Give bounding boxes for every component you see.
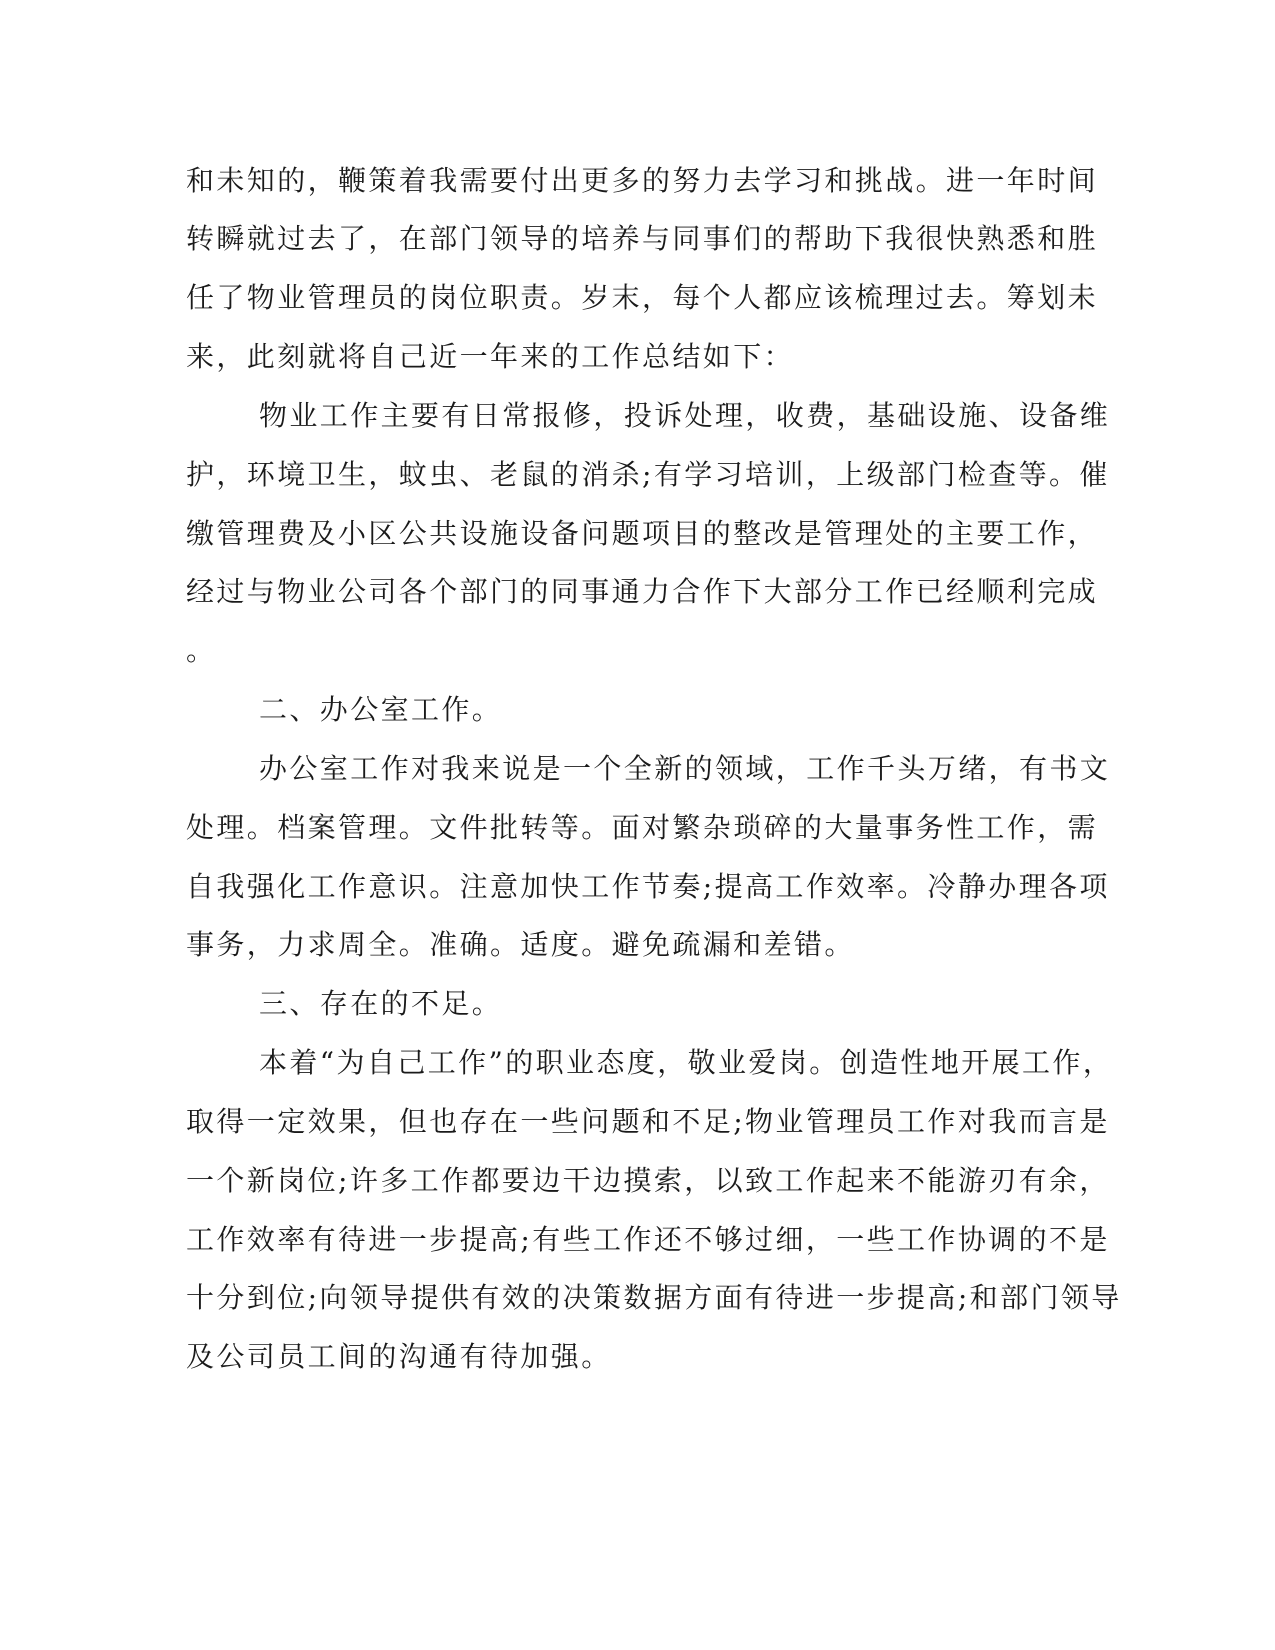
body-line: 事务，力求周全。准确。适度。避免疏漏和差错。 xyxy=(186,928,855,961)
body-line: 来，此刻就将自己近一年来的工作总结如下： xyxy=(186,340,795,373)
body-line: 十分到位;向领导提供有效的决策数据方面有待进一步提高;和部门领导 xyxy=(186,1281,1122,1314)
body-line: 经过与物业公司各个部门的同事通力合作下大部分工作已经顺利完成 xyxy=(186,575,1099,608)
body-line: 任了物业管理员的岗位职责。岁末，每个人都应该梳理过去。筹划未 xyxy=(186,281,1099,314)
body-line: 和未知的，鞭策着我需要付出更多的努力去学习和挑战。进一年时间 xyxy=(186,164,1099,197)
paragraph-first-line: 物业工作主要有日常报修，投诉处理，收费，基础设施、设备维 xyxy=(259,399,1111,432)
body-line: 转瞬就过去了，在部门领导的培养与同事们的帮助下我很快熟悉和胜 xyxy=(186,222,1099,255)
body-line: 处理。档案管理。文件批转等。面对繁杂琐碎的大量事务性工作，需 xyxy=(186,811,1099,844)
body-line: 。 xyxy=(186,634,217,667)
body-line: 缴管理费及小区公共设施设备问题项目的整改是管理处的主要工作， xyxy=(186,517,1099,550)
body-line: 一个新岗位;许多工作都要边干边摸索，以致工作起来不能游刃有余， xyxy=(186,1164,1110,1197)
body-line: 工作效率有待进一步提高;有些工作还不够过细，一些工作协调的不是 xyxy=(186,1223,1110,1256)
body-line: 自我强化工作意识。注意加快工作节奏;提高工作效率。冷静办理各项 xyxy=(186,870,1110,903)
body-line: 护，环境卫生，蚊虫、老鼠的消杀;有学习培训，上级部门检查等。催 xyxy=(186,458,1110,491)
section-heading: 三、存在的不足。 xyxy=(259,987,503,1020)
body-line: 及公司员工间的沟通有待加强。 xyxy=(186,1340,612,1373)
paragraph-first-line: 本着“为自己工作”的职业态度，敬业爱岗。创造性地开展工作， xyxy=(259,1046,1114,1079)
body-line: 取得一定效果，但也存在一些问题和不足;物业管理员工作对我而言是 xyxy=(186,1105,1110,1138)
paragraph-first-line: 办公室工作对我来说是一个全新的领域，工作千头万绪，有书文 xyxy=(259,752,1111,785)
section-heading: 二、办公室工作。 xyxy=(259,693,503,726)
